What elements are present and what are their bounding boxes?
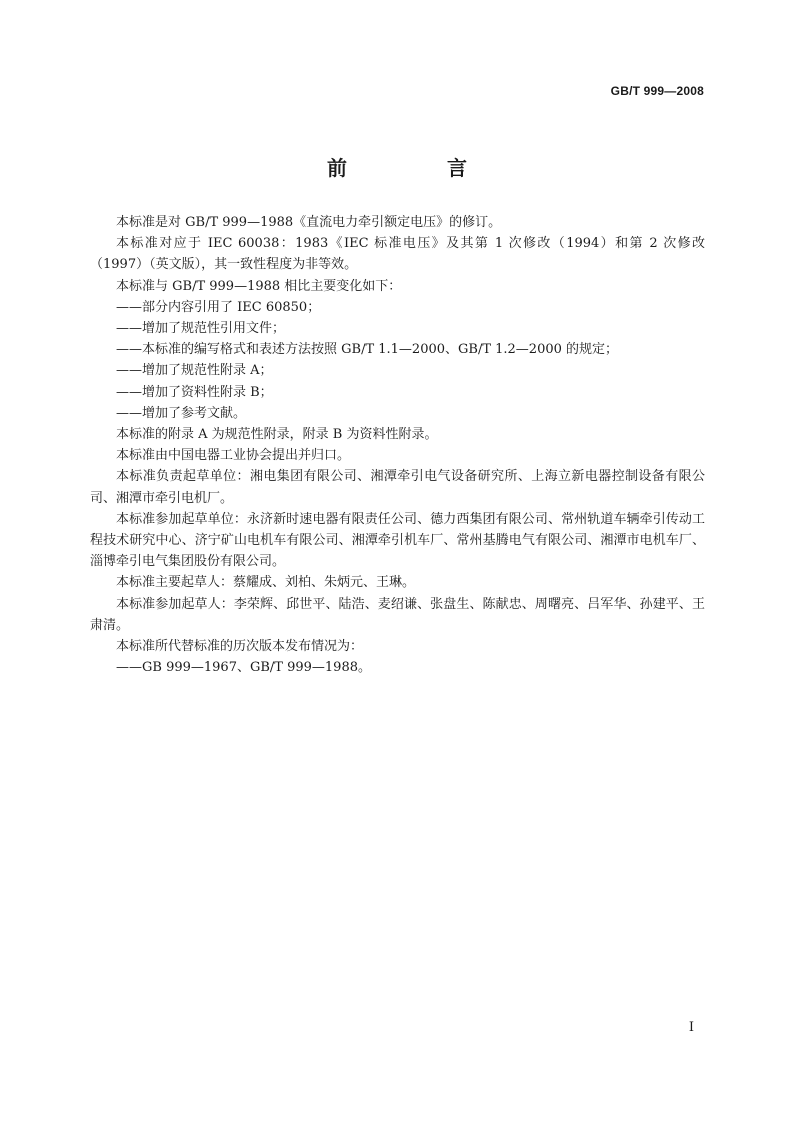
paragraph-participating-authors: 本标准参加起草人：李荣辉、邱世平、陆浩、麦绍谦、张盘生、陈献忠、周曙亮、吕军华、孙建平、王肃清。 [90,596,705,633]
list-item-change: ——增加了规范性引用文件； [116,321,286,337]
list-item-change: ——部分内容引用了 IEC 60850； [116,299,321,315]
standard-code: GB/T 999—2008 [610,84,704,98]
paragraph-annexes: 本标准的附录 A 为规范性附录，附录 B 为资料性附录。 [116,427,438,443]
document-body [90,212,705,678]
paragraph-history-intro: 本标准所代替标准的历次版本发布情况为： [116,639,364,655]
paragraph-revision: 本标准是对 GB/T 999—1988《直流电力牵引额定电压》的修订。 [116,215,502,230]
paragraph-participating-drafters: 本标准参加起草单位：永济新时速电器有限责任公司、德力西集团有限公司、常州轨道车辆牵引传动工程技术研究中心、济宁矿山电机车有限公司、湘潭牵引机车厂、常州基腾电气有限公司、湘潭市电机车厂、淄博牵引电气集团股份有限公司。 [90,511,705,570]
page-number: I [688,1020,694,1035]
page-title: 前 言 [327,156,507,180]
paragraph-main-authors: 本标准主要起草人：蔡耀成、刘柏、朱炳元、王琳。 [116,575,416,591]
paragraph-proposer: 本标准由中国电器工业协会提出并归口。 [116,448,351,464]
list-item-change: ——增加了资料性附录 B； [116,384,273,400]
list-item-history: ——GB 999—1967、GB/T 999—1988。 [116,660,371,676]
paragraph-lead-drafters: 本标准负责起草单位：湘电集团有限公司、湘潭牵引电气设备研究所、上海立新电器控制设备有限公司、湘潭市牵引电机厂。 [90,469,705,506]
list-item-change: ——增加了规范性附录 A； [116,363,273,379]
paragraph-changes-intro: 本标准与 GB/T 999—1988 相比主要变化如下： [116,278,402,294]
list-item-change: ——本标准的编写格式和表述方法按照 GB/T 1.1—2000、GB/T 1.2—2000 的规定； [116,342,619,358]
list-item-change: ——增加了参考文献。 [116,405,247,421]
paragraph-correspondence: 本标准对应于 IEC 60038：1983《IEC 标准电压》及其第 1 次修改（1994）和第 2 次修改（1997）（英文版），其一致性程度为非等效。 [90,236,705,273]
